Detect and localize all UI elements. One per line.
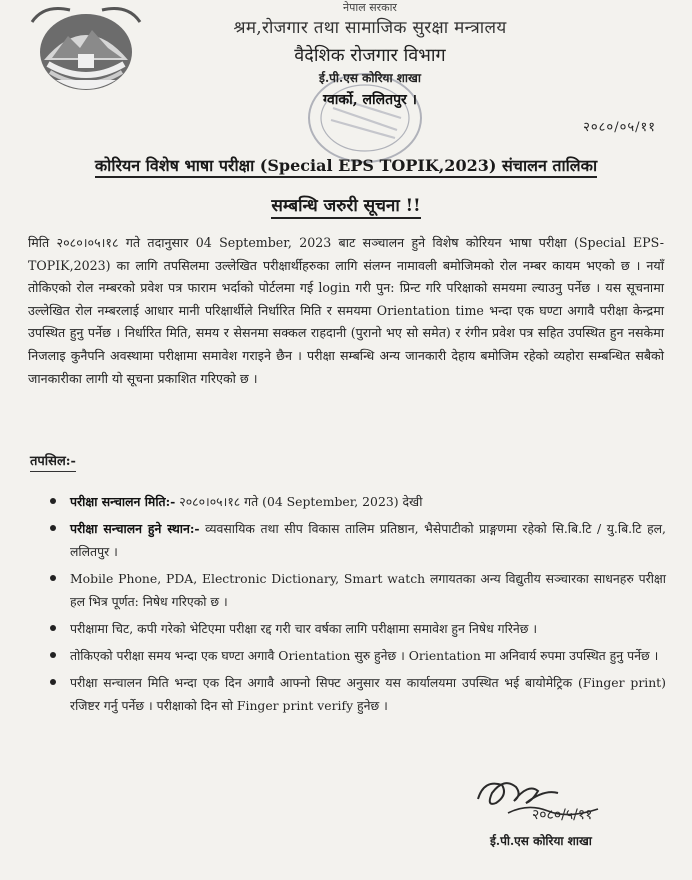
section-name: ई.पी.एस कोरिया शाखा (319, 71, 421, 85)
notice-title-text: कोरियन विशेष भाषा परीक्षा (Special EPS TOPIK,2023) संचालन तालिका (95, 156, 597, 178)
list-item (46, 567, 666, 613)
list-item-label: परीक्षा सन्चालन हुने स्थान:- (70, 521, 200, 536)
notice-date: २०८०/०५/११ (583, 120, 656, 135)
list-item (46, 617, 666, 640)
list-item-text: परीक्षामा चिट, कपी गरेको भेटिएमा परीक्षा रद्द गरी चार वर्षका लागि परीक्षामा समावेश हुन निषेध गरिनेछ । (70, 621, 538, 636)
list-item-label: परीक्षा सन्चालन मिति:- (70, 494, 176, 509)
list-item-text: परीक्षा सन्चालन मिति भन्दा एक दिन अगावै आफ्नो सिफ्ट अनुसार यस कार्यालयमा उपस्थित भई बायोमेट्रिक (Finger print) रजिष्टर गर्नु पर्नेछ । परीक्षाको दिन सो Finger print verify हुनेछ । (70, 675, 666, 713)
handwritten-signature (468, 773, 618, 831)
list-item-text: तोकिएको परीक्षा समय भन्दा एक घण्टा अगावै Orientation सुरु हुनेछ । Orientation मा अनिवार्य रुपमा उपस्थित हुनु पर्नेछ । (70, 648, 659, 663)
nepal-government-emblem (30, 2, 142, 98)
bullet-icon (50, 652, 56, 658)
bullet-icon (50, 625, 56, 631)
department-name: वैदेशिक रोजगार विभाग (294, 45, 446, 66)
details-heading: तपसिल:- (30, 453, 76, 472)
list-item-text: व्यवसायिक तथा सीप विकास तालिम प्रतिष्ठान, भैसेपाटीको प्राङ्गणमा रहेको सि.बि.टि / यु.बि.टि हल, ललितपुर । (70, 521, 666, 559)
government-name: नेपाल सरकार (343, 1, 397, 14)
list-item (46, 644, 666, 667)
signature-office: ई.पी.एस कोरिया शाखा (490, 834, 592, 848)
signature-date: २०८०/५/११ (532, 807, 593, 823)
bullet-icon (50, 525, 56, 531)
list-item-text: २०८०।०५।१८ गते (04 September, 2023) देखी (175, 494, 423, 509)
notice-subtitle (0, 193, 692, 216)
notice-subtitle-text: सम्बन्धि जरुरी सूचना !! (271, 196, 420, 219)
body-paragraph: मिति २०८०।०५।१८ गते तदानुसार 04 September, 2023 बाट सञ्चालन हुने विशेष कोरियन भाषा परीक्षा (Special EPS-TOPIK,2023) का लागि तपसिलमा उल्लेखित परीक्षार्थीहरुका लागि संलग्न नामावली बमोजिमको रोल नम्बर कायम भएको छ । नयाँ तोकिएको रोल नम्बरको प्रवेश पत्र फाराम भर्दाको पोर्टलमा गई login गरी पुन: प्रिन्ट गरि परिक्षाको समयमा ल्याउनु पर्नेछ । यस सूचनामा उल्लेखित रोल नम्बरलाई आधार मानी परिक्षार्थीले निर्धारित मिति र समयमा Orientation time भन्दा एक घण्टा अगावै परीक्षा केन्द्रमा उपस्थित हुनु पर्नेछ । निर्धारित मिति, समय र सेसनमा सक्कल राहदानी (पुरानो भए सो समेत) र रंगीन प्रवेश पत्र सहित उपस्थित हुन नसकेमा निजलाइ कुनैपनि अवस्थामा परीक्षामा समावेश गराइने छैन । परीक्षा सम्बन्धि अन्य जानकारी देहाय बमोजिम रहेको व्यहोरा सम्बन्धित सबैको जानकारीका लागी यो सूचना प्रकाशित गरिएको छ । (28, 235, 664, 386)
details-list (46, 490, 666, 721)
bullet-icon (50, 575, 56, 581)
bullet-icon (50, 498, 56, 504)
bullet-icon (50, 679, 56, 685)
office-address: ग्वार्को, ललितपुर । (323, 92, 417, 108)
ministry-name: श्रम,रोजगार तथा सामाजिक सुरक्षा मन्त्रालय (233, 18, 507, 38)
notice-title (0, 154, 692, 176)
list-item (46, 517, 666, 563)
list-item-text: Mobile Phone, PDA, Electronic Dictionary, Smart watch लगायतका अन्य विद्युतीय सञ्चारका साधनहरु परीक्षा हल भित्र पूर्णत: निषेध गरिएको छ । (70, 571, 666, 609)
list-item (46, 490, 666, 513)
list-item (46, 671, 666, 717)
